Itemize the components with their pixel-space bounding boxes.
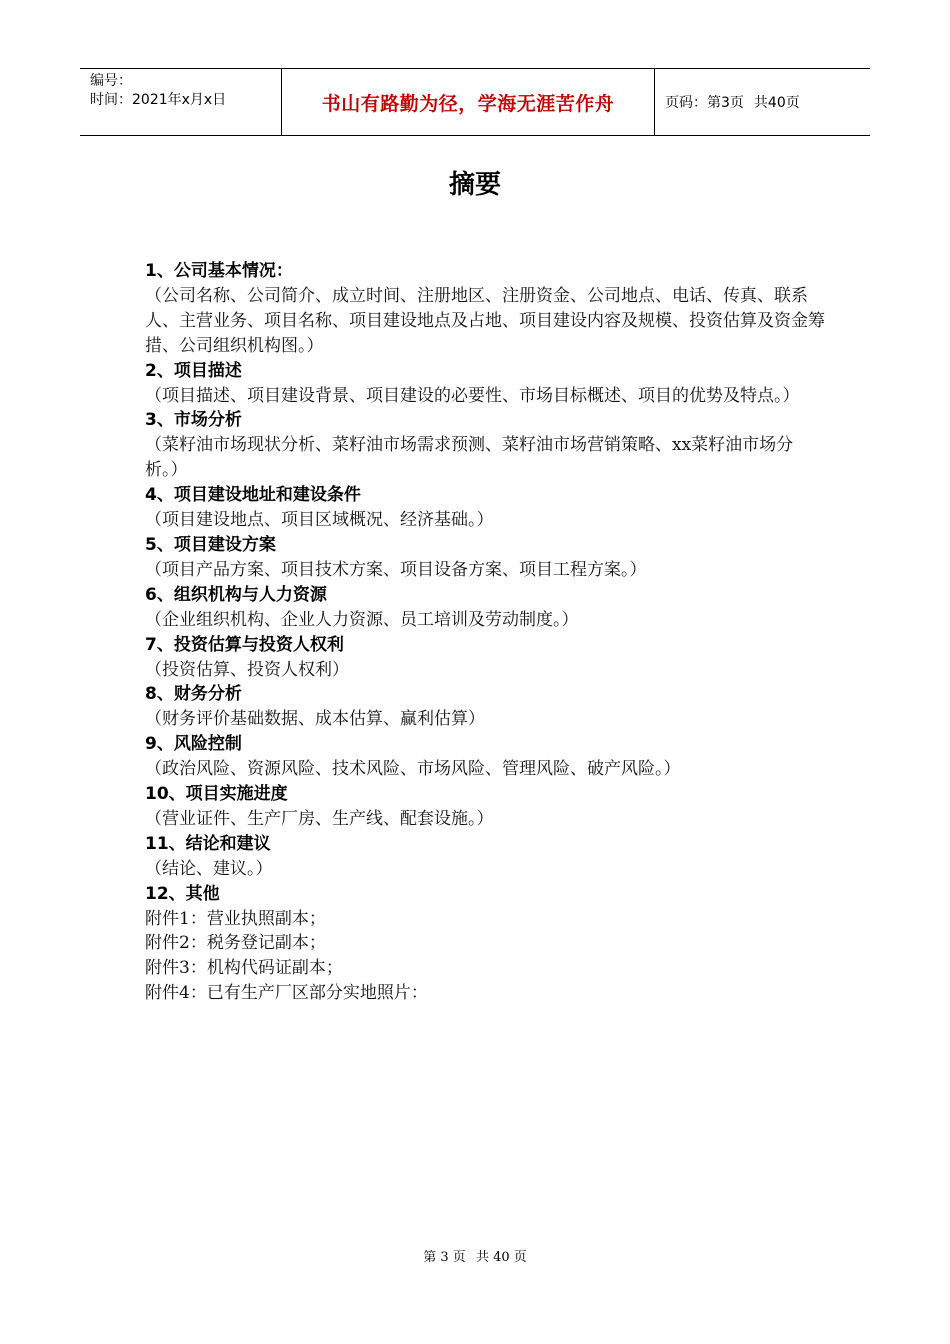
section-1 [145,259,825,359]
section-heading: 10、项目实施进度 [145,784,288,805]
document-number-label: 编号： [90,73,132,89]
section-heading: 9、风险控制 [145,734,242,755]
section-6 [145,583,825,633]
section-description: （财务评价基础数据、成本估算、赢利估算） [145,709,485,730]
footer-page-total: 共 40 页 [475,1250,527,1265]
section-description: （政治风险、资源风险、技术风险、市场风险、管理风险、破产风险。） [145,759,681,780]
section-5 [145,533,825,583]
section-description: （公司名称、公司简介、成立时间、注册地区、注册资金、公司地点、电话、传真、联系人、主营业务、项目名称、项目建设地点及占地、项目建设内容及规模、投资估算及资金筹措、公司组织机构图。） [145,285,825,356]
section-4 [145,483,825,533]
section-heading: 6、组织机构与人力资源 [145,584,327,605]
page-footer [0,1246,950,1265]
section-description: （项目产品方案、项目技术方案、项目设备方案、项目工程方案。） [145,559,647,580]
attachment-item: 附件4：已有生产厂区部分实地照片： [145,983,428,1004]
header-motto-cell [282,69,655,135]
footer-page-number: 第 3 页 [423,1250,466,1265]
summary-content [145,259,825,1006]
section-description: （菜籽油市场现状分析、菜籽油市场需求预测、菜籽油市场营销策略、xx菜籽油市场分析。） [145,435,794,481]
attachment-item: 附件2：税务登记副本； [145,933,326,954]
section-heading: 3、市场分析 [145,410,242,431]
header-page-cell [655,69,870,135]
header-motto: 书山有路勤为径，学海无涯苦作舟 [321,92,615,115]
section-heading: 1、公司基本情况： [145,261,293,281]
attachment-list [145,907,825,1007]
section-description: （项目描述、项目建设背景、项目建设的必要性、市场目标概述、项目的优势及特点。） [145,385,800,406]
document-header [80,68,870,136]
attachment-item: 附件1：营业执照副本； [145,908,326,929]
section-12 [145,882,825,907]
section-description: （项目建设地点、项目区域概况、经济基础。） [145,510,494,531]
header-page-number: 页码：第3页 [665,95,744,111]
section-heading: 2、项目描述 [145,360,242,381]
section-8 [145,682,825,732]
section-description: （营业证件、生产厂房、生产线、配套设施。） [145,808,494,829]
header-page-total: 共40页 [753,95,800,111]
section-heading: 4、项目建设地址和建设条件 [145,485,361,506]
section-7 [145,633,825,683]
section-10 [145,782,825,832]
section-heading: 5、项目建设方案 [145,534,276,555]
document-date-label: 时间：2021年x月x日 [90,92,227,108]
section-3 [145,408,825,483]
section-heading: 12、其他 [145,883,220,904]
section-9 [145,732,825,782]
page-title: 摘要 [448,170,501,200]
attachment-item: 附件3：机构代码证副本； [145,958,343,979]
section-heading: 8、财务分析 [145,684,242,705]
section-heading: 11、结论和建议 [145,833,271,854]
section-11 [145,832,825,882]
section-description: （结论、建议。） [145,858,273,879]
section-2 [145,359,825,409]
header-meta-cell [80,69,282,135]
section-description: （投资估算、投资人权利） [145,659,349,680]
section-description: （企业组织机构、企业人力资源、员工培训及劳动制度。） [145,609,579,630]
section-heading: 7、投资估算与投资人权利 [145,634,344,655]
